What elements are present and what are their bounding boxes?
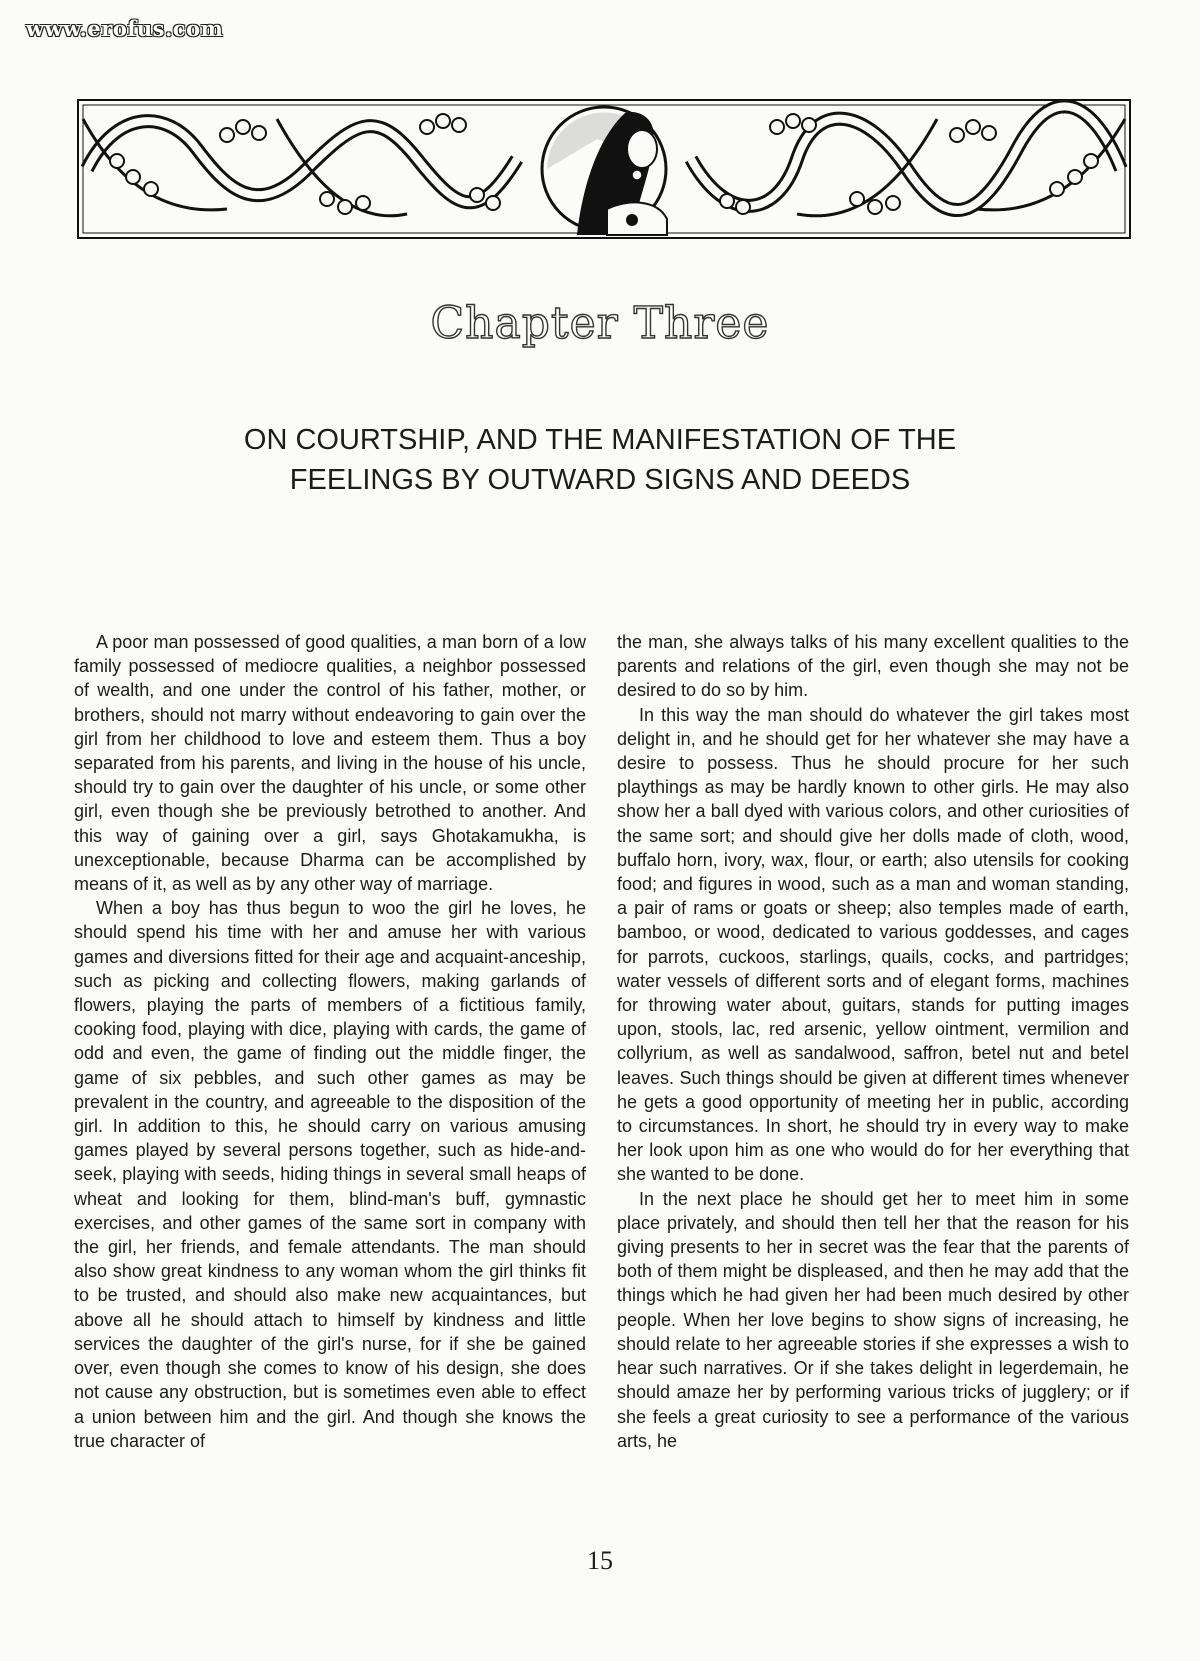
decorative-banner bbox=[77, 99, 1131, 239]
paragraph-continuation: the man, she always talks of his many excellent qualities to the parents and relations of the girl, even though she may not be desired to do so by him. bbox=[617, 632, 1129, 701]
subtitle-line: FEELINGS BY OUTWARD SIGNS AND DEEDS bbox=[289, 464, 911, 496]
paragraph: A poor man possessed of good qualities, a man born of a low family possessed of mediocre qualities, a neighbor possessed of wealth, and one under the control of his father, mother, or brothers, should not marry without endeavoring to gain over the girl from her childhood to love and esteem them. Thus a boy separated from his parents, and living in the house of his uncle, should try to gain over the daughter of his uncle, or some other girl, even though she be previously betrothed to another. And this way of gaining over a girl, says Ghotakamukha, is unexceptionable, because Dharma can be accomplished by means of it, as well as by any other way of marriage. bbox=[74, 632, 586, 895]
page-number: 15 bbox=[587, 1546, 613, 1575]
paragraph: When a boy has thus begun to woo the girl he loves, he should spend his time with her and amuse her with various games and diversions fitted for their age and acquaint-anceship, such as picking and collecting flowers, making garlands of flowers, playing the parts of members of a fictitious family, cooking food, playing with dice, playing with cards, the game of odd and even, the game of finding out the middle finger, the game of six pebbles, and such other games as may be prevalent in the country, and agreeable to the disposition of the girl. In addition to this, he should carry on various amusing games played by several persons together, such as hide-and-seek, playing with seeds, hiding things in several small heaps of wheat and looking for them, blind-man's buff, gymnastic exercises, and other games of the same sort in company with the girl, her friends, and female attendants. The man should also show great kindness to any woman whom the girl thinks fit to be trusted, and should also make new acquaintances, but above all he should attach to himself by kindness and little services the daughter of the girl's nurse, for if she be gained over, even though she comes to know of his design, she does not cause any obstruction, but is sometimes even able to effect a union between him and the girl. And though she knows the true character of bbox=[74, 898, 586, 1451]
chapter-title: Chapter Three bbox=[430, 298, 770, 349]
paragraph: In this way the man should do whatever the girl takes most delight in, and he should get for her whatever she may have a desire to possess. Thus he should procure for her such playthings as may be hardly known to other girls. He may also show her a ball dyed with various colors, and other curiosities of the same sort; and should give her dolls made of cloth, wood, buffalo horn, ivory, wax, flour, or earth; also utensils for cooking food; and figures in wood, such as a man and woman standing, a pair of rams or goats or sheep; also temples made of earth, bamboo, or wood, dedicated to various goddesses, and cages for parrots, cuckoos, starlings, quails, cocks, and partridges; water vessels of different sorts and of elegant forms, machines for throwing water about, guitars, stands for putting images upon, stools, lac, red arsenic, yellow ointment, vermilion and collyrium, as well as sandalwood, saffron, betel nut and betel leaves. Such things should be given at different times whenever he gets a good opportunity of meeting her in public, according to circumstances. In short, he should try in every way to make her look upon him as one who would do for her everything that she wanted to be done. bbox=[617, 704, 1129, 1185]
subtitle-line: ON COURTSHIP, AND THE MANIFESTATION OF THE bbox=[243, 424, 957, 456]
right-text-column bbox=[617, 630, 1129, 1453]
chapter-subtitle bbox=[150, 420, 1050, 500]
left-text-column bbox=[74, 630, 586, 1453]
paragraph: In the next place he should get her to meet him in some place privately, and should then tell her that the reason for his giving presents to her in secret was the fear that the parents of both of them might be displeased, and then he may add that the things which he had given her had been much desired by other people. When her love begins to show signs of increasing, he should relate to her agreeable stories if she expresses a wish to hear such narratives. Or if she takes delight in legerdemain, he should amaze her by performing various tricks of jugglery; or if she feels a great curiosity to see a performance of the various arts, he bbox=[617, 1188, 1129, 1451]
watermark-text: www.erofus.com bbox=[26, 16, 224, 41]
